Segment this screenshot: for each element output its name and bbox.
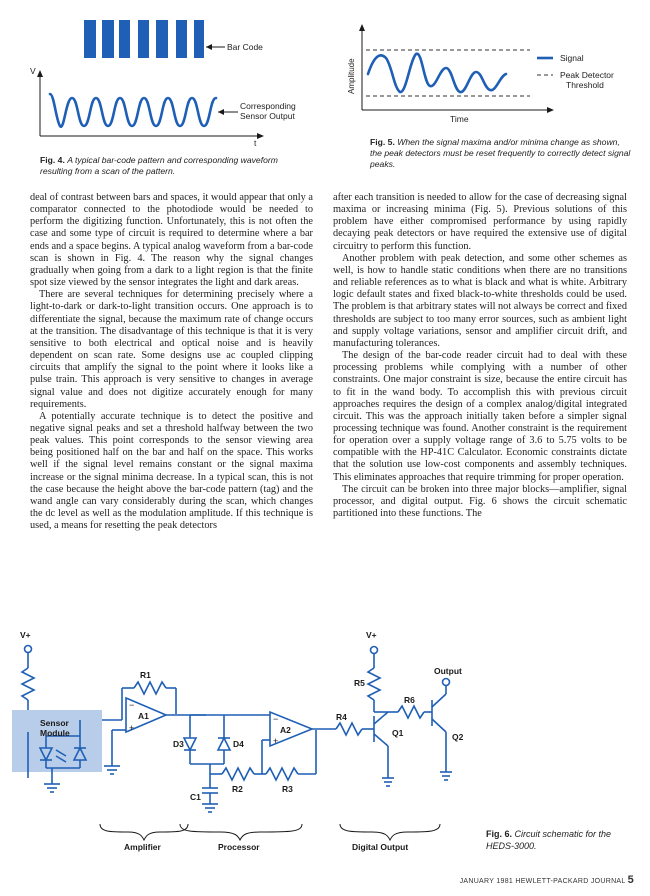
left-paragraph-2: There are several techniques for determining precisely where a light-to-dark or dark-to-light transition occurs. One approach is to differentiate the signal, because the maximum rate of change occurs at the transition. The disadvantage of this technique is that it is very sensitive to both electrical and optical noise and is heavily dependent on scan rate. Some designs use ac coupled clipping circuits that amplify the signal to the point where it looks like a pulse train. This approach is very sensitive to changes in average signal value and does not digitize accurately enough for many requirements. [30,289,313,410]
resistor-r6 [398,706,424,718]
fig4-diagram [28,14,318,150]
barcode-label: Bar Code [227,42,263,52]
resistor-r4 [336,723,362,735]
right-paragraph-2: Another problem with peak detection, and some other schemes as well, is how to handle static conditions when there are no transitions and reliable references as to what is black and what is white. Arbitrary logic default states and fixed black-to-white thresholds could be used. The problem is that arbitrary states will not always be correct and fixed thresholds are subject to too many error sources, such as ambient light and supply voltage variations, sensor and amplifier circuit drift, and manufacturing tolerances. [333,252,627,349]
fig6-caption-text: Circuit schematic for the HEDS-3000. [486,829,612,851]
left-paragraph-1: deal of contrast between bars and spaces, it would appear that only a comparator connected to the photodiode would be needed to perform the digitizing function. Unfortunately, this is not often the case and some type of circuit is required to determine where a bar ends and a space begins. A typical analog waveform from a bar-code scan is shown in Fig. 4. The reason why the signal changes gradually when going from a dark to a light region is that the finite spot size viewed by the sensor integrates the light and dark areas. [30,192,313,289]
resistor-r2 [222,768,254,780]
q2-label: Q2 [452,732,464,742]
fig5-diagram [340,14,630,132]
resistor-r3 [266,768,298,780]
sensor-output-waveform [50,94,216,127]
vplus-label-right: V+ [366,630,377,640]
vplus-terminal-left [25,646,32,653]
a2-minus-sign: − [273,714,279,724]
a1-label: A1 [138,711,149,721]
left-text-column [30,192,313,532]
page-footer [418,874,634,886]
fig4-caption-number: Fig. 4. [40,155,65,165]
right-paragraph-3: The design of the bar-code reader circuit had to deal with these processing problems while complying with a number of other constraints. One major constraint is size, because the entire circuit has to fit in the wand body. To accomplish this with previous circuit approaches requires the design of a complex analog/digital integrated circuit. This was the approach initially taken before a simpler signal processing technique was found. Another constraint is the requirement for operation over a supply voltage range of 3.6 to 5.75 volts to be compatible with the HP-41C Calculator. Economic constraints dictate that the solution use low-cost components and assembly techniques. This eliminates approaches that require trimming for proper operation. [333,350,627,483]
resistor-r5 [368,668,380,700]
r2-label: R2 [232,784,243,794]
t-axis-label: t [254,138,257,148]
diode-d4 [218,738,230,750]
right-paragraph-1: after each transition is needed to allow for the case of decreasing signal maxima or increasing minima (Fig. 5). Previous solutions of this problem have either compromised performance by using rapidly decaying peak detectors or have required the extensive use of digital circuitry to perform this function. [333,192,627,252]
r1-label: R1 [140,670,151,680]
a2-plus-sign: + [273,736,279,746]
v-axis-label: V [30,66,36,76]
vplus-label-left: V+ [20,630,31,640]
output-label-1: Corresponding [240,101,296,111]
diode-d3 [184,738,196,750]
resistor-sensor-load [22,668,34,700]
fig5-caption-number: Fig. 5. [370,137,395,147]
r6-label: R6 [404,695,415,705]
barcode-bars [84,20,204,58]
output-label-2: Sensor Output [240,111,295,121]
right-text-column [333,192,627,520]
r5-label: R5 [354,678,365,688]
block-label-amplifier: Amplifier [124,842,161,852]
legend-signal: Signal [560,53,584,63]
fig4-caption-text: A typical bar-code pattern and corresponding waveform resulting from a scan of the pattern. [40,155,278,176]
legend-threshold-2: Threshold [566,80,604,90]
fig5-caption-text: When the signal maxima and/or minima change as shown, the peak detectors must be reset frequently to correctly detect signal peaks. [370,137,631,169]
d3-label: D3 [173,739,184,749]
fig6-caption [486,829,636,852]
a1-plus-sign: + [129,723,135,733]
r3-label: R3 [282,784,293,794]
c1-label: C1 [190,792,201,802]
time-axis-label: Time [450,114,469,124]
brace-digital-output [340,824,440,840]
block-label-digital-output: Digital Output [352,842,409,852]
resistor-r1 [134,682,166,694]
output-terminal [443,679,450,686]
output-label: Output [434,666,462,676]
q1-label: Q1 [392,728,404,738]
page-number: 5 [627,874,634,886]
journal-name: JANUARY 1981 HEWLETT-PACKARD JOURNAL [459,878,626,885]
vplus-terminal-right [371,647,378,654]
fig5-caption [370,137,632,170]
sensor-label-1: Sensor [40,718,69,728]
legend-threshold-1: Peak Detector [560,70,614,80]
amplitude-axis-label: Amplitude [347,58,356,94]
fig6-caption-number: Fig. 6. [486,829,513,839]
a2-label: A2 [280,725,291,735]
brace-processor [180,824,302,840]
brace-amplifier [100,824,188,840]
d4-label: D4 [233,739,244,749]
a1-minus-sign: − [129,700,135,710]
left-paragraph-3: A potentially accurate technique is to detect the positive and negative signal peaks and set a threshold halfway between the two peak values. This point corresponds to the sensor viewing area being positioned half on the bar and half on the space. This works well if the signal level remains constant or the signal maxima increase or the signal minima decrease. In a typical scan, this is not the case because the height above the bar-code pattern (tag) and the wand angle can vary considerably during the scan, which changes the dc level as well as the modulation amplitude. If this technique is used, a means for resetting the peak detectors [30,410,313,532]
signal-waveform [368,54,506,92]
sensor-label-2: Module [40,728,70,738]
block-label-processor: Processor [218,842,260,852]
r4-label: R4 [336,712,347,722]
fig4-caption [40,155,310,177]
right-paragraph-4: The circuit can be broken into three major blocks—amplifier, signal processor, and digital output. Fig. 6 shows the circuit schematic partitioned into these functions. The [333,483,627,520]
